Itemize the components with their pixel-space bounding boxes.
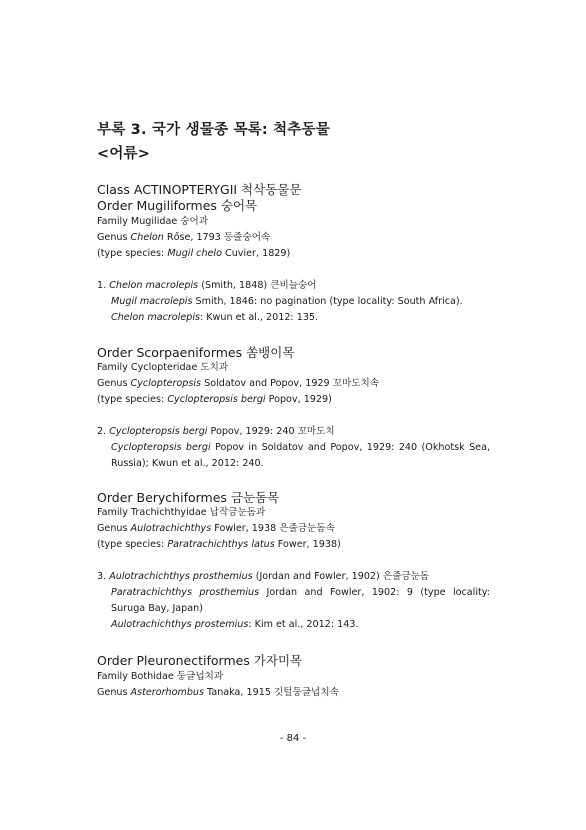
synonym-line: Chelon macrolepis: Kwun et al., 2012: 135. [111,312,319,323]
order-heading: Order Mugiliformes 숭어목 [97,198,258,213]
genus-line: Genus Cyclopteropsis Soldatov and Popov, 1929 꼬마도치속 [97,378,380,389]
page-subtitle: <어류> [97,146,151,162]
family-line: Family Mugilidae 숭어과 [97,216,209,227]
genus-line: Genus Aulotrachichthys Fowler, 1938 은줄금눈돔속 [97,523,335,534]
species-entry: 3. Aulotrachichthys prosthemius (Jordan and Fowler, 1902) 은줄금눈돔 [97,571,430,582]
type-species-line: (type species: Cyclopteropsis bergi Popov, 1929) [97,394,332,405]
order-heading: Order Berychiformes 금눈돔목 [97,490,280,505]
genus-line: Genus Chelon Rőse, 1793 등줄숭어속 [97,232,271,243]
order-heading: Order Pleuronectiformes 가자미목 [97,653,303,668]
family-line: Family Cyclopteridae 도치과 [97,362,229,373]
type-species-line: (type species: Paratrachichthys latus Fower, 1938) [97,539,341,550]
synonym-line: Aulotrachichthys prostemius: Kim et al., 2012: 143. [111,619,359,630]
family-line: Family Trachichthyidae 납작금눈돔과 [97,507,266,518]
order-heading: Order Scorpaeniformes 쏨뱅이목 [97,345,295,360]
family-line: Family Bothidae 둥글넙치과 [97,671,224,682]
synonym-line-continued: Russia); Kwun et al., 2012: 240. [111,458,264,469]
synonym-line-continued: Suruga Bay, Japan) [111,603,203,614]
synonym-line: Cyclopteropsis bergi Popov in Soldatov and Popov, 1929: 240 (Okhotsk Sea, [111,442,491,453]
synonym-line: Mugil macrolepis Smith, 1846: no pagination (type locality: South Africa). [111,296,463,307]
page-number: - 84 - [279,733,307,744]
species-entry: 1. Chelon macrolepis (Smith, 1848) 큰비늘숭어 [97,280,317,291]
genus-line: Genus Asterorhombus Tanaka, 1915 깃털둥글넙치속 [97,687,339,698]
type-species-line: (type species: Mugil chelo Cuvier, 1829) [97,248,291,259]
synonym-line: Paratrachichthys prosthemius Jordan and Fowler, 1902: 9 (type locality: [111,587,490,598]
class-heading: Class ACTINOPTERYGII 척삭동물문 [97,182,302,197]
species-entry: 2. Cyclopteropsis bergi Popov, 1929: 240 꼬마도치 [97,426,335,437]
page-title: 부록 3. 국가 생물종 목록: 척추동물 [97,122,330,138]
